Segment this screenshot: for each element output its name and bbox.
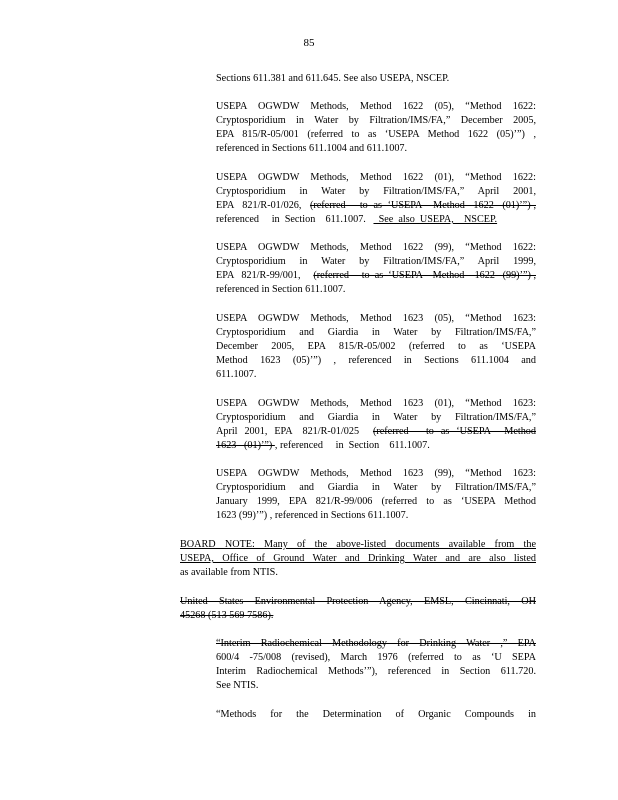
text-line: See NTIS.: [216, 680, 259, 691]
text-line: [216, 213, 536, 227]
reference-entry-1623-01: [216, 397, 536, 453]
text-line: 1623 (99)’”) , referenced in Sections 611.1007.: [216, 510, 409, 521]
reference-entry-1622-99: [216, 241, 536, 297]
text-line: referenced in Section 611.1007.: [216, 284, 346, 295]
text-line: USEPA OGWDW Methods, Method 1623 (01), “Method 1623:: [216, 398, 536, 409]
deleted-text: 1623 (01)’”): [216, 440, 275, 451]
reference-continuation: [216, 72, 536, 86]
deleted-text: (referred to as ‘USEPA Method 1622 (01)’”) ,: [309, 200, 536, 211]
text-line: USEPA OGWDW Methods, Method 1622 (01), “Method 1622:: [216, 172, 536, 183]
text-line: January 1999, EPA 821/R-99/006 (referred to as ‘USEPA Method: [216, 496, 536, 507]
text-line: USEPA OGWDW Methods, Method 1623 (05), “Method 1623:: [216, 313, 536, 324]
text-line: Sections 611.381 and 611.645. See also USEPA, NSCEP.: [216, 73, 450, 84]
reference-entry-1623-05: [216, 312, 536, 382]
deleted-text: United States Environmental Protection Agency, EMSL, Cincinnati, OH: [180, 596, 536, 607]
text-line: USEPA OGWDW Methods, Method 1623 (99), “Method 1623:: [216, 468, 536, 479]
text-segment: , referenced in Section 611.1007.: [274, 440, 430, 451]
reference-entry-organic: [216, 708, 536, 722]
text-line: EPA 815/R-05/001 (referred to as ‘USEPA Method 1622 (05)’”) ,: [216, 129, 536, 140]
text-line: [216, 269, 536, 283]
text-line: [216, 199, 536, 213]
text-line: Cryptosporidium and Giardia in Water by Filtration/IMS/FA,”: [216, 482, 536, 493]
board-note: [180, 538, 536, 580]
text-line: Cryptosporidium and Giardia in Water by Filtration/IMS/FA,”: [216, 412, 536, 423]
text-line: Method 1623 (05)’”) , referenced in Sections 611.1004 and: [216, 355, 536, 366]
reference-entry-radiochemical: [216, 637, 536, 693]
text-line: December 2005, EPA 815/R-05/002 (referred to as ‘USEPA: [216, 341, 536, 352]
text-line: Cryptosporidium and Giardia in Water by Filtration/IMS/FA,”: [216, 327, 536, 338]
text-line: USEPA OGWDW Methods, Method 1622 (05), “Method 1622:: [216, 101, 536, 112]
text-line: USEPA, Office of Ground Water and Drinking Water and are also listed: [180, 553, 536, 564]
text-line: 611.1007.: [216, 369, 257, 380]
text-line: Interim Radiochemical Methods’”), referenced in Section 611.720.: [216, 666, 536, 677]
text-line: Cryptosporidium in Water by Filtration/IMS/FA,” December 2005,: [216, 115, 536, 126]
text-line: “Methods for the Determination of Organic Compounds in: [216, 709, 536, 720]
text-segment: EPA 821/R-01/026,: [216, 200, 310, 211]
inserted-text: See also USEPA, NSCEP.: [373, 214, 498, 225]
deleted-agency-heading: [180, 595, 536, 623]
text-segment: referenced in Section 611.1007.: [216, 214, 374, 225]
reference-entry-1622-05: [216, 100, 536, 156]
deleted-text: (referred to as ‘USEPA Method: [372, 426, 536, 437]
text-line: USEPA OGWDW Methods, Method 1622 (99), “Method 1622:: [216, 242, 536, 253]
text-line: 600/4 -75/008 (revised), March 1976 (referred to as ‘U SEPA: [216, 652, 536, 663]
reference-entry-1623-99: [216, 467, 536, 523]
text-line: referenced in Sections 611.1004 and 611.1007.: [216, 143, 408, 154]
page-number: 85: [303, 37, 315, 49]
reference-entry-1622-01: [216, 171, 536, 227]
deleted-text: (referred to as ‘USEPA Method 1622 (99)’”) ,: [313, 270, 536, 281]
text-line: BOARD NOTE: Many of the above-listed documents available from the: [180, 539, 536, 550]
deleted-text: 45268 (513 569 7586).: [180, 610, 274, 621]
text-line: Cryptosporidium in Water by Filtration/IMS/FA,” April 1999,: [216, 256, 536, 267]
text-line: [216, 425, 536, 439]
text-line: as available from NTIS.: [180, 567, 278, 578]
text-line: [216, 439, 536, 453]
text-segment: April 2001, EPA 821/R-01/025: [216, 426, 373, 437]
text-line: “Interim Radiochemical Methodology for Drinking Water ,” EPA: [216, 638, 536, 649]
text-line: Cryptosporidium in Water by Filtration/IMS/FA,” April 2001,: [216, 186, 536, 197]
text-segment: EPA 821/R-99/001,: [216, 270, 314, 281]
